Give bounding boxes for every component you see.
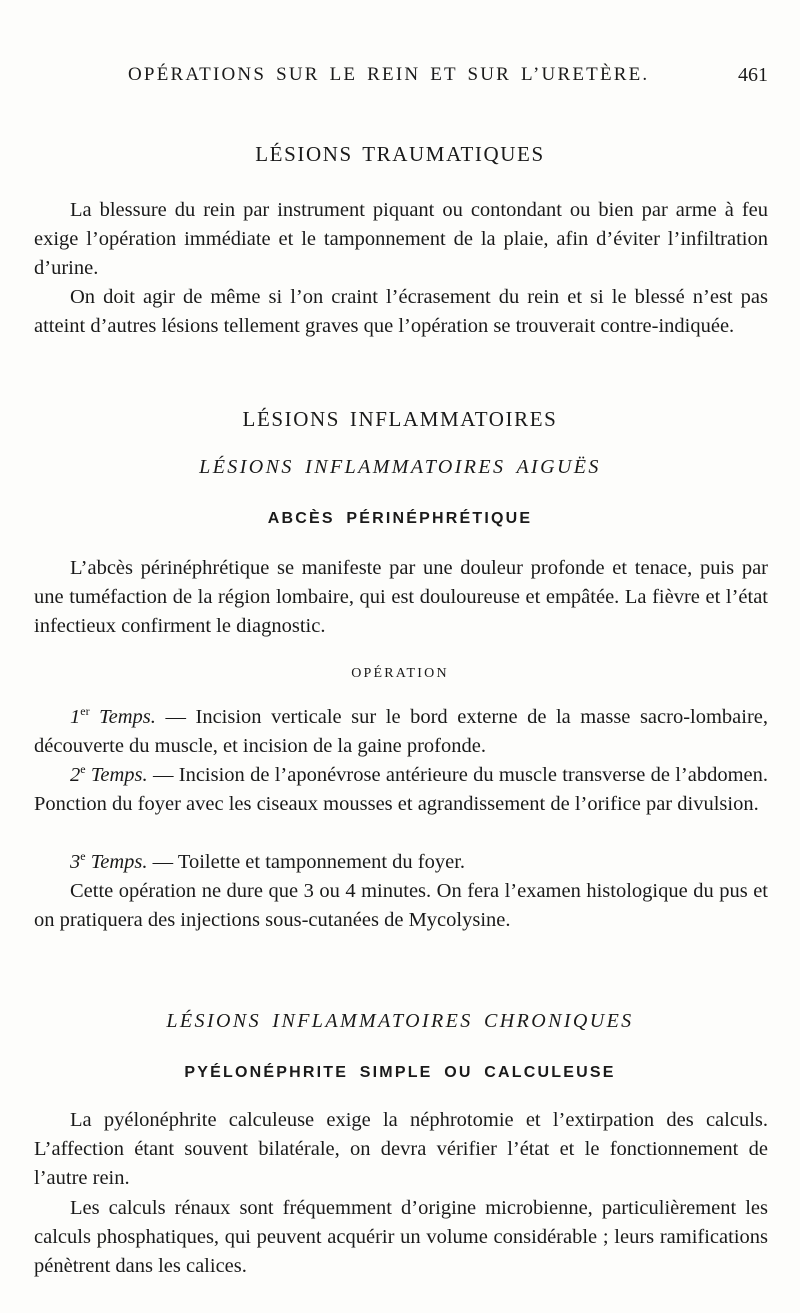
- operation-step-1: [34, 703, 768, 761]
- paragraph-abscess-closing: Cette opération ne dure que 3 ou 4 minutes. On fera l’examen histologique du pus et on pratiquera des injections sous-cutanées de Mycolysine.: [34, 880, 768, 931]
- heading-pyelonephritis: PYÉLONÉPHRITE SIMPLE OU CALCULEUSE: [184, 1064, 616, 1081]
- page-number: 461: [738, 64, 768, 86]
- step-number: 2: [70, 764, 81, 786]
- subsection-title-chronic: LÉSIONS INFLAMMATOIRES CHRONIQUES: [166, 1010, 634, 1032]
- paragraph-pyelo-2: Les calculs rénaux sont fréquemment d’origine microbienne, particulièrement les calculs phosphatiques, qui peuvent acquérir un volume considérable ; leurs ramifications pénètrent dans les calices.: [34, 1197, 768, 1277]
- step-number: 1: [70, 706, 81, 728]
- step-label: Temps.: [90, 851, 148, 873]
- step-label: Temps.: [90, 764, 148, 786]
- step-label: Temps.: [99, 706, 156, 728]
- operation-step-3: [34, 848, 768, 877]
- heading-abscess: ABCÈS PÉRINÉPHRÉTIQUE: [267, 510, 533, 527]
- paragraph-traumatic-2: On doit agir de même si l’on craint l’écrasement du rein et si le blessé n’est pas atteint d’autres lésions tellement graves que l’opération se trouverait contre-indiquée.: [34, 286, 768, 337]
- operation-title: OPÉRATION: [351, 666, 449, 681]
- step-ordinal: e: [80, 849, 86, 864]
- step-text: — Incision verticale sur le bord externe de la masse sacro-lombaire, découverte du muscle, et incision de la gaine profonde.: [34, 706, 769, 757]
- section-title-traumatic: LÉSIONS TRAUMATIQUES: [255, 142, 545, 166]
- running-head: [32, 64, 768, 94]
- step-text: — Toilette et tamponnement du foyer.: [152, 851, 466, 873]
- step-ordinal: er: [80, 704, 90, 719]
- paragraph-pyelo-1: La pyélonéphrite calculeuse exige la néphrotomie et l’extirpation des calculs. L’affection étant souvent bilatérale, on devra vérifier l’état et le fonctionnement de l’autre rein.: [34, 1109, 768, 1189]
- step-text: — Incision de l’aponévrose antérieure du muscle transverse de l’abdomen. Ponction du foyer avec les ciseaux mousses et agrandissement de l’orifice par divulsion.: [34, 764, 769, 815]
- running-title: OPÉRATIONS SUR LE REIN ET SUR L’URETÈRE.: [128, 64, 650, 85]
- step-number: 3: [70, 851, 81, 873]
- section-title-inflammatory: LÉSIONS INFLAMMATOIRES: [242, 407, 558, 431]
- step-ordinal: e: [80, 762, 86, 777]
- operation-step-2: [34, 761, 768, 819]
- paragraph-abscess: L’abcès périnéphrétique se manifeste par une douleur profonde et tenace, puis par une tuméfaction de la région lombaire, qui est douloureuse et empâtée. La fièvre et l’état infectieux confirment le diagnostic.: [34, 557, 768, 637]
- paragraph-traumatic-1: La blessure du rein par instrument piquant ou contondant ou bien par arme à feu exige l’opération immédiate et le tamponnement de la plaie, afin d’éviter l’infiltration d’urine.: [34, 199, 768, 279]
- subsection-title-acute: LÉSIONS INFLAMMATOIRES AIGUËS: [199, 456, 601, 478]
